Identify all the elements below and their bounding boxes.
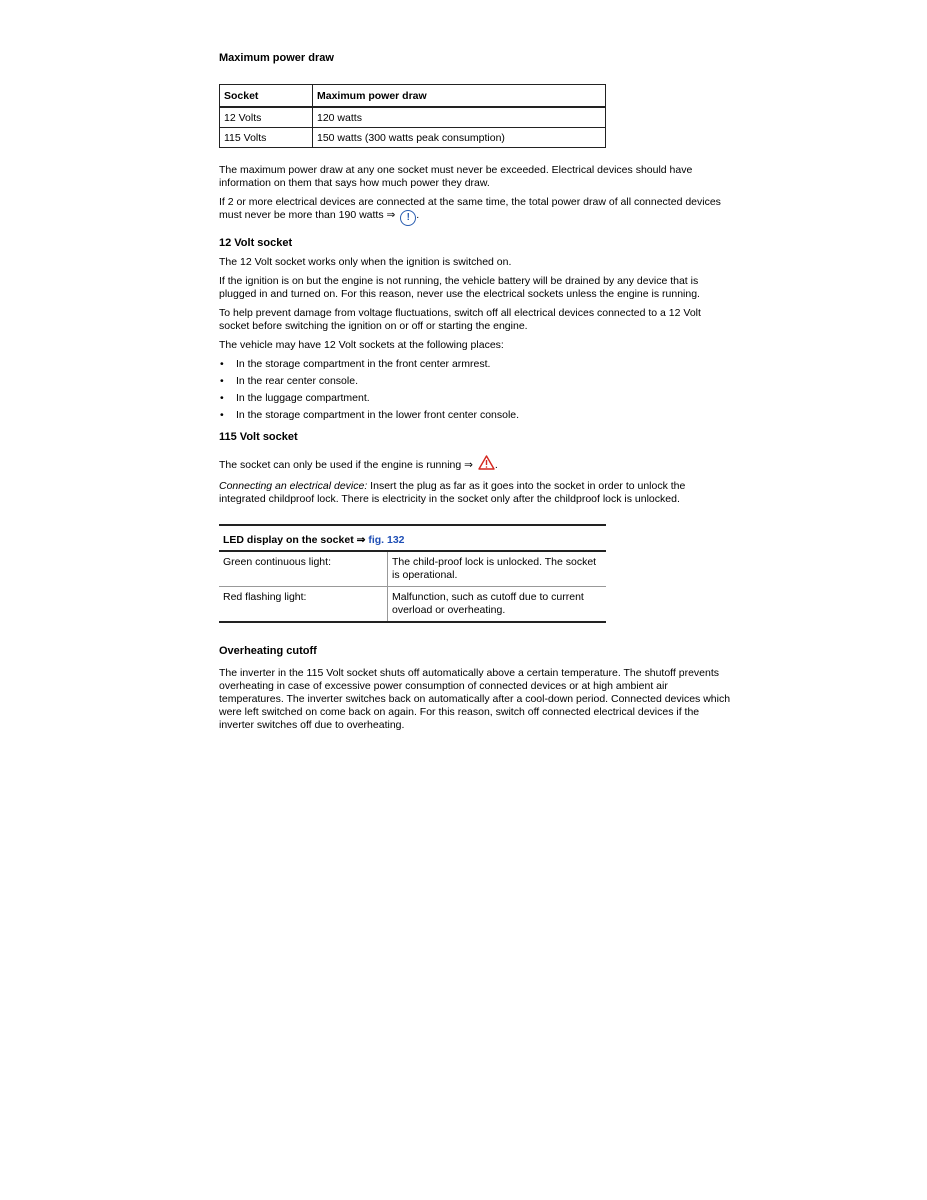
- table-cell: 150 watts (300 watts peak consumption): [313, 128, 606, 148]
- list-item-text: In the rear center console.: [236, 375, 358, 387]
- list-item: [219, 392, 731, 405]
- bullet-icon: •: [220, 375, 224, 387]
- table-cell: Malfunction, such as cutoff due to current overload or overheating.: [392, 591, 584, 616]
- paragraph-text: Insert the plug as far as it goes into the socket in order to unlock the integrated childproof lock. There is electricity in the socket only after the childproof lock is unlocked.: [219, 480, 686, 505]
- table-cell: 12 Volts: [220, 107, 313, 128]
- table-row: [220, 128, 606, 148]
- table-cell: Red flashing light:: [219, 587, 388, 621]
- warning-triangle-icon[interactable]: [478, 455, 495, 474]
- heading-max-power: Maximum power draw: [219, 52, 334, 64]
- bullet-icon: •: [220, 358, 224, 370]
- table-cell: Green continuous light:: [219, 552, 388, 586]
- table-row: [219, 552, 606, 586]
- table-cell: 120 watts: [313, 107, 606, 128]
- led-display-table: [219, 524, 606, 623]
- paragraph: The 12 Volt socket works only when the ignition is switched on.: [219, 256, 512, 268]
- led-table-title-text: LED display on the socket ⇒: [223, 534, 366, 546]
- heading-115-volt: 115 Volt socket: [219, 431, 298, 443]
- list-item-text: In the storage compartment in the lower front center console.: [236, 409, 520, 421]
- led-table-title: [219, 526, 606, 552]
- socket-locations-list: [219, 358, 731, 422]
- notice-icon[interactable]: !: [400, 210, 416, 226]
- paragraph: To help prevent damage from voltage fluctuations, switch off all electrical devices connected to a 12 Volt socket before switching the ignition on or off or starting the engine.: [219, 307, 701, 332]
- list-item: [219, 358, 731, 371]
- table-header-row: [220, 85, 606, 108]
- paragraph-italic-lead: Connecting an electrical device:: [219, 480, 368, 492]
- paragraph-connecting: [219, 480, 731, 506]
- paragraph-engine-running: The socket can only be used if the engine is running ⇒ .: [219, 455, 731, 474]
- table-cell: 115 Volts: [220, 128, 313, 148]
- paragraph: The maximum power draw at any one socket must never be exceeded. Electrical devices should have information on them that says how much power they draw.: [219, 164, 693, 189]
- paragraph: The vehicle may have 12 Volt sockets at the following places:: [219, 339, 504, 351]
- paragraph-text: If 2 or more electrical devices are connected at the same time, the total power draw of all connected devices must never be more than 190 watts ⇒: [219, 196, 721, 221]
- list-item-text: In the luggage compartment.: [236, 392, 370, 404]
- heading-12-volt: 12 Volt socket: [219, 237, 293, 249]
- paragraph: The inverter in the 115 Volt socket shuts off automatically above a certain temperature. The shutoff prevents overheating in case of excessive power consumption of connected devices or at high ambient air temperatures. The inverter switches back on automatically after a cool-down period. Connected devices which were left switched on come back on again. For this reason, switch off connected electrical devices if the inverter switches off due to overheating.: [219, 667, 731, 731]
- paragraph-total-power: If 2 or more electrical devices are connected at the same time, the total power draw of all connected devices must never be more than 190 watts ⇒ ! .: [219, 196, 731, 226]
- paragraph-text: The socket can only be used if the engine is running ⇒: [219, 459, 473, 471]
- bullet-icon: •: [220, 409, 224, 421]
- manual-page: [219, 52, 731, 732]
- paragraph: If the ignition is on but the engine is not running, the vehicle battery will be drained by any device that is plugged in and turned on. For this reason, never use the electrical sockets unless the engine is running.: [219, 275, 700, 300]
- bullet-icon: •: [220, 392, 224, 404]
- figure-link[interactable]: fig. 132: [368, 534, 405, 546]
- column-header-socket: Socket: [220, 85, 313, 108]
- table-cell: The child-proof lock is unlocked. The socket is operational.: [392, 556, 597, 581]
- power-draw-table: [219, 84, 606, 148]
- list-item: [219, 375, 731, 388]
- table-row: [219, 586, 606, 621]
- list-item: [219, 409, 731, 422]
- list-item-text: In the storage compartment in the front center armrest.: [236, 358, 491, 370]
- table-row: [220, 107, 606, 128]
- column-header-max-power: Maximum power draw: [313, 85, 606, 108]
- heading-overheating: Overheating cutoff: [219, 645, 317, 657]
